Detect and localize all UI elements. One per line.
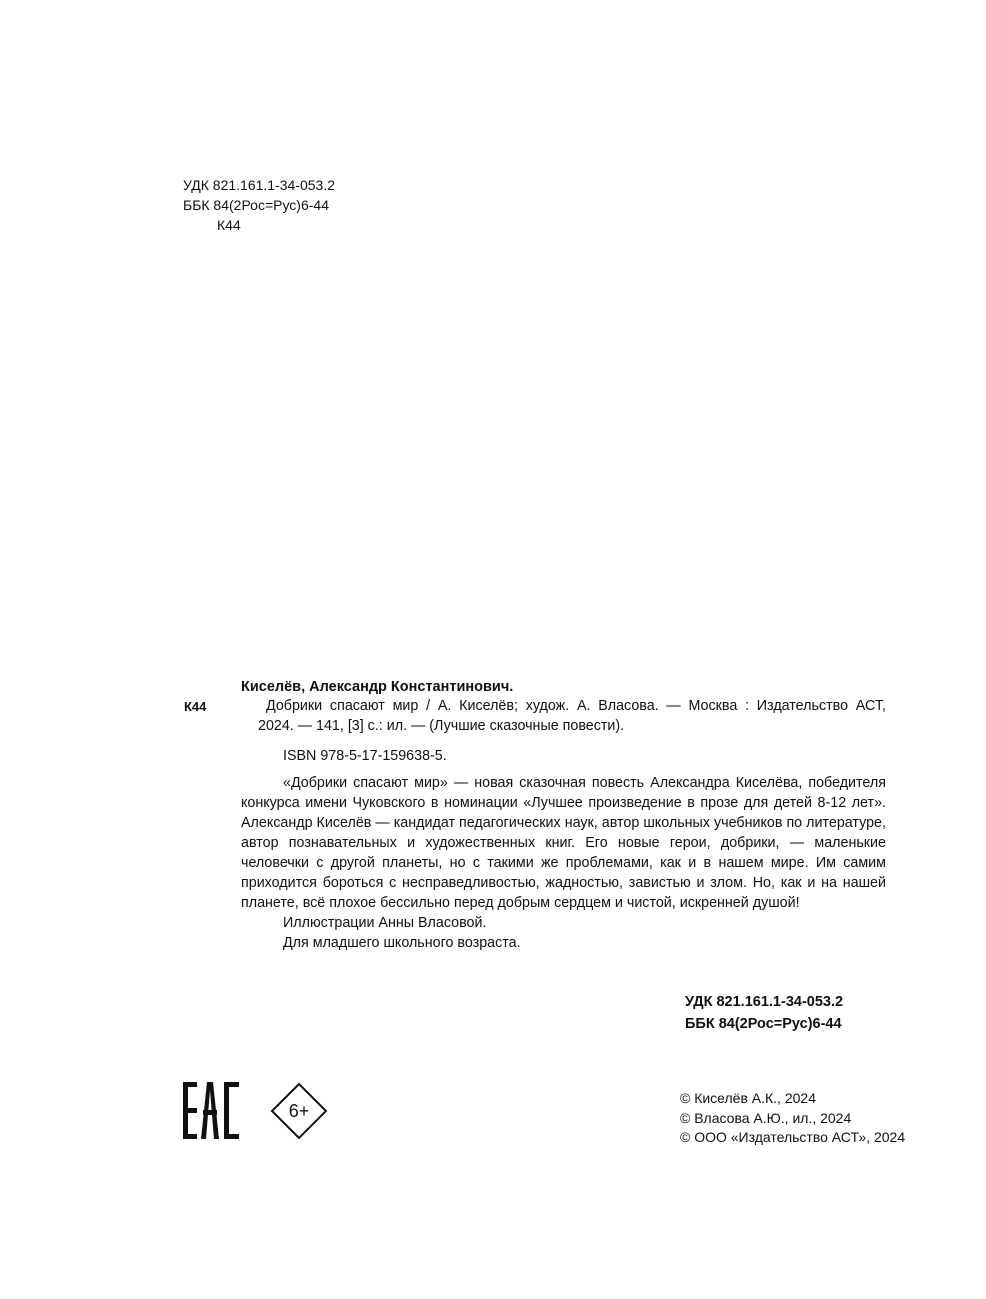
eac-logo-icon xyxy=(183,1082,239,1139)
bottom-bbk-code: ББК 84(2Рос=Рус)6-44 xyxy=(685,1016,842,1032)
bottom-udk-code: УДК 821.161.1-34-053.2 xyxy=(685,994,844,1010)
age-rating-diamond-icon xyxy=(270,1082,328,1140)
copyright-line: © Власова А.Ю., ил., 2024 xyxy=(680,1109,852,1126)
annotation xyxy=(241,773,886,953)
top-udk-code: УДК 821.161.1-34-053.2 xyxy=(183,177,336,193)
annotation-text: «Добрики спасают мир» — новая сказочная повесть Александра Киселёва, победителя конкурса имени Чуковского в номинации «Лучшее произведение в прозе для детей 8-12 лет». Александр Киселёв — кандидат педагогических наук, автор школьных учебников по литературе, автор познавательных и художественных книг. Его новые герои, добрики, — маленькие человечки с другой планеты, но с такими же проблемами, как и в нашем мире. Им самим приходится бороться с несправедливостью, жадностью, завистью и злом. Но, как и на нашей планете, всё плохое бессильно перед добрым сердцем и чистой, искренней душой! xyxy=(241,775,886,911)
top-bbk-code: ББК 84(2Рос=Рус)6-44 xyxy=(183,197,329,213)
illustrations-credit: Иллюстрации Анны Власовой. xyxy=(283,915,487,931)
isbn: ISBN 978-5-17-159638-5. xyxy=(283,748,447,764)
audience-note: Для младшего школьного возраста. xyxy=(283,935,521,951)
catalog-author-sign: К44 xyxy=(184,699,207,714)
copyright-block xyxy=(680,1089,905,1148)
top-classification-codes xyxy=(183,175,335,235)
catalog-description-line-2: 2024. — 141, [3] с.: ил. — (Лучшие сказочные повести). xyxy=(258,718,625,734)
catalog-description xyxy=(241,696,886,736)
age-rating-badge xyxy=(270,1082,328,1140)
copyright-line: © Киселёв А.К., 2024 xyxy=(680,1090,816,1106)
age-rating-text: 6+ xyxy=(288,1101,310,1121)
bottom-classification-codes xyxy=(685,991,843,1035)
copyright-line: © ООО «Издательство АСТ», 2024 xyxy=(680,1129,906,1145)
catalog-author: Киселёв, Александр Константинович. xyxy=(241,679,514,695)
catalog-description-line-1: Добрики спасают мир / А. Киселёв; худож. А. Власова. — Москва : Издательство АСТ, xyxy=(266,698,886,714)
top-author-sign: К44 xyxy=(217,217,241,233)
